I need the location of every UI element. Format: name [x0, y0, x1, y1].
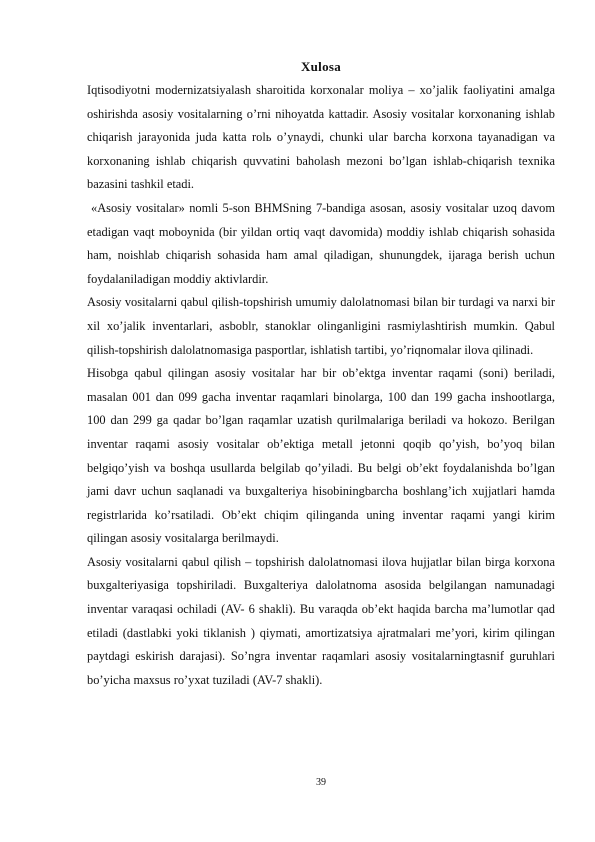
- paragraph-1: Iqtisodiyotni modernizatsiyalash sharoitida korxonalar moliya – xo’jalik faoliyatini amalga oshirishda asosiy vositalarning o’rni nihoyatda kattadir. Asosiy vositalar korxonaning ishlab chiqarish jarayonida juda katta rolь o’ynaydi, chunki ular barcha korxona tayanadigan va korxonaning ishlab chiqarish quvvatini baholash mezoni bo’lgan ishlab-chiqarish texnika bazasini tashkil etadi.: [87, 83, 555, 192]
- paragraph-3: Asosiy vositalarni qabul qilish-topshirish umumiy dalolatnomasi bilan bir turdagi va narxi bir xil xo’jalik inventarlari, asboblr, stanoklar olinganligini rasmiylashtirish mumkin. Qabul qilish-topshirish dalolatnomasiga pasportlar, ishlatish tartibi, yo’riqnomalar ilova qilinadi.: [87, 295, 555, 357]
- page-title: Xulosa: [300, 59, 342, 74]
- paragraph-5: Asosiy vositalarni qabul qilish – topshirish dalolatnomasi ilova hujjatlar bilan birga korxona buxgalteriyasiga topshiriladi. Buxgalteriya dalolatnoma asosida belgilangan namunadagi inventar varaqasi ochiladi (AV- 6 shakli). Bu varaqda ob’ekt haqida barcha ma’lumotlar qad etiladi (dastlabki yoki tiklanish ) qiymati, amortizatsiya ajratmalari me’yori, kirim qilingan paytdagi eskirish darajasi). So’ngra inventar raqamlari asosiy vositalarningtasnif guruhlari bo’yicha maxsus ro’yxat tuziladi (AV-7 shakli).: [87, 554, 555, 687]
- paragraph-2: «Asosiy vositalar» nomli 5-son BHMSning 7-bandiga asosan, asosiy vositalar uzoq davom etadigan vaqt moboynida (bir yildan ortiq vaqt davomida) moddiy ishlab chiqarish sohasida ham, noishlab chiqarish sohasida ham amal qiladigan, shunungdek, ijaraga berish uchun foydalaniladigan moddiy aktivlardir.: [87, 200, 555, 286]
- body-text: [87, 79, 555, 692]
- paragraph-4: Hisobga qabul qilingan asosiy vositalar har bir ob’ektga inventar raqami (soni) beriladi, masalan 001 dan 099 gacha inventar raqamlari binolarga, 100 dan 199 gacha inshootlarga, 100 dan 299 ga qadar bo’lgan raqamlar uzatish qurilmalariga beriladi va hokozo. Berilgan inventar raqami asosiy vositalar ob’ektiga metall jetonni qoqib qo’yish, bo’yoq bilan belgiqo’yish va boshqa usullarda belgilab qo’yiladi. Bu belgi ob’ekt foydalanishda bo’lgan jami davr uchun saqlanadi va buxgalteriya hisobiningbarcha boshlang’ich xujjatlari hamda registrlarida ko’rsatiladi. Ob’ekt chiqim qilinganda uning inventar raqami yangi kirim qilingan asosiy vositalarga berilmaydi.: [87, 366, 555, 546]
- page-number: 39: [316, 777, 326, 788]
